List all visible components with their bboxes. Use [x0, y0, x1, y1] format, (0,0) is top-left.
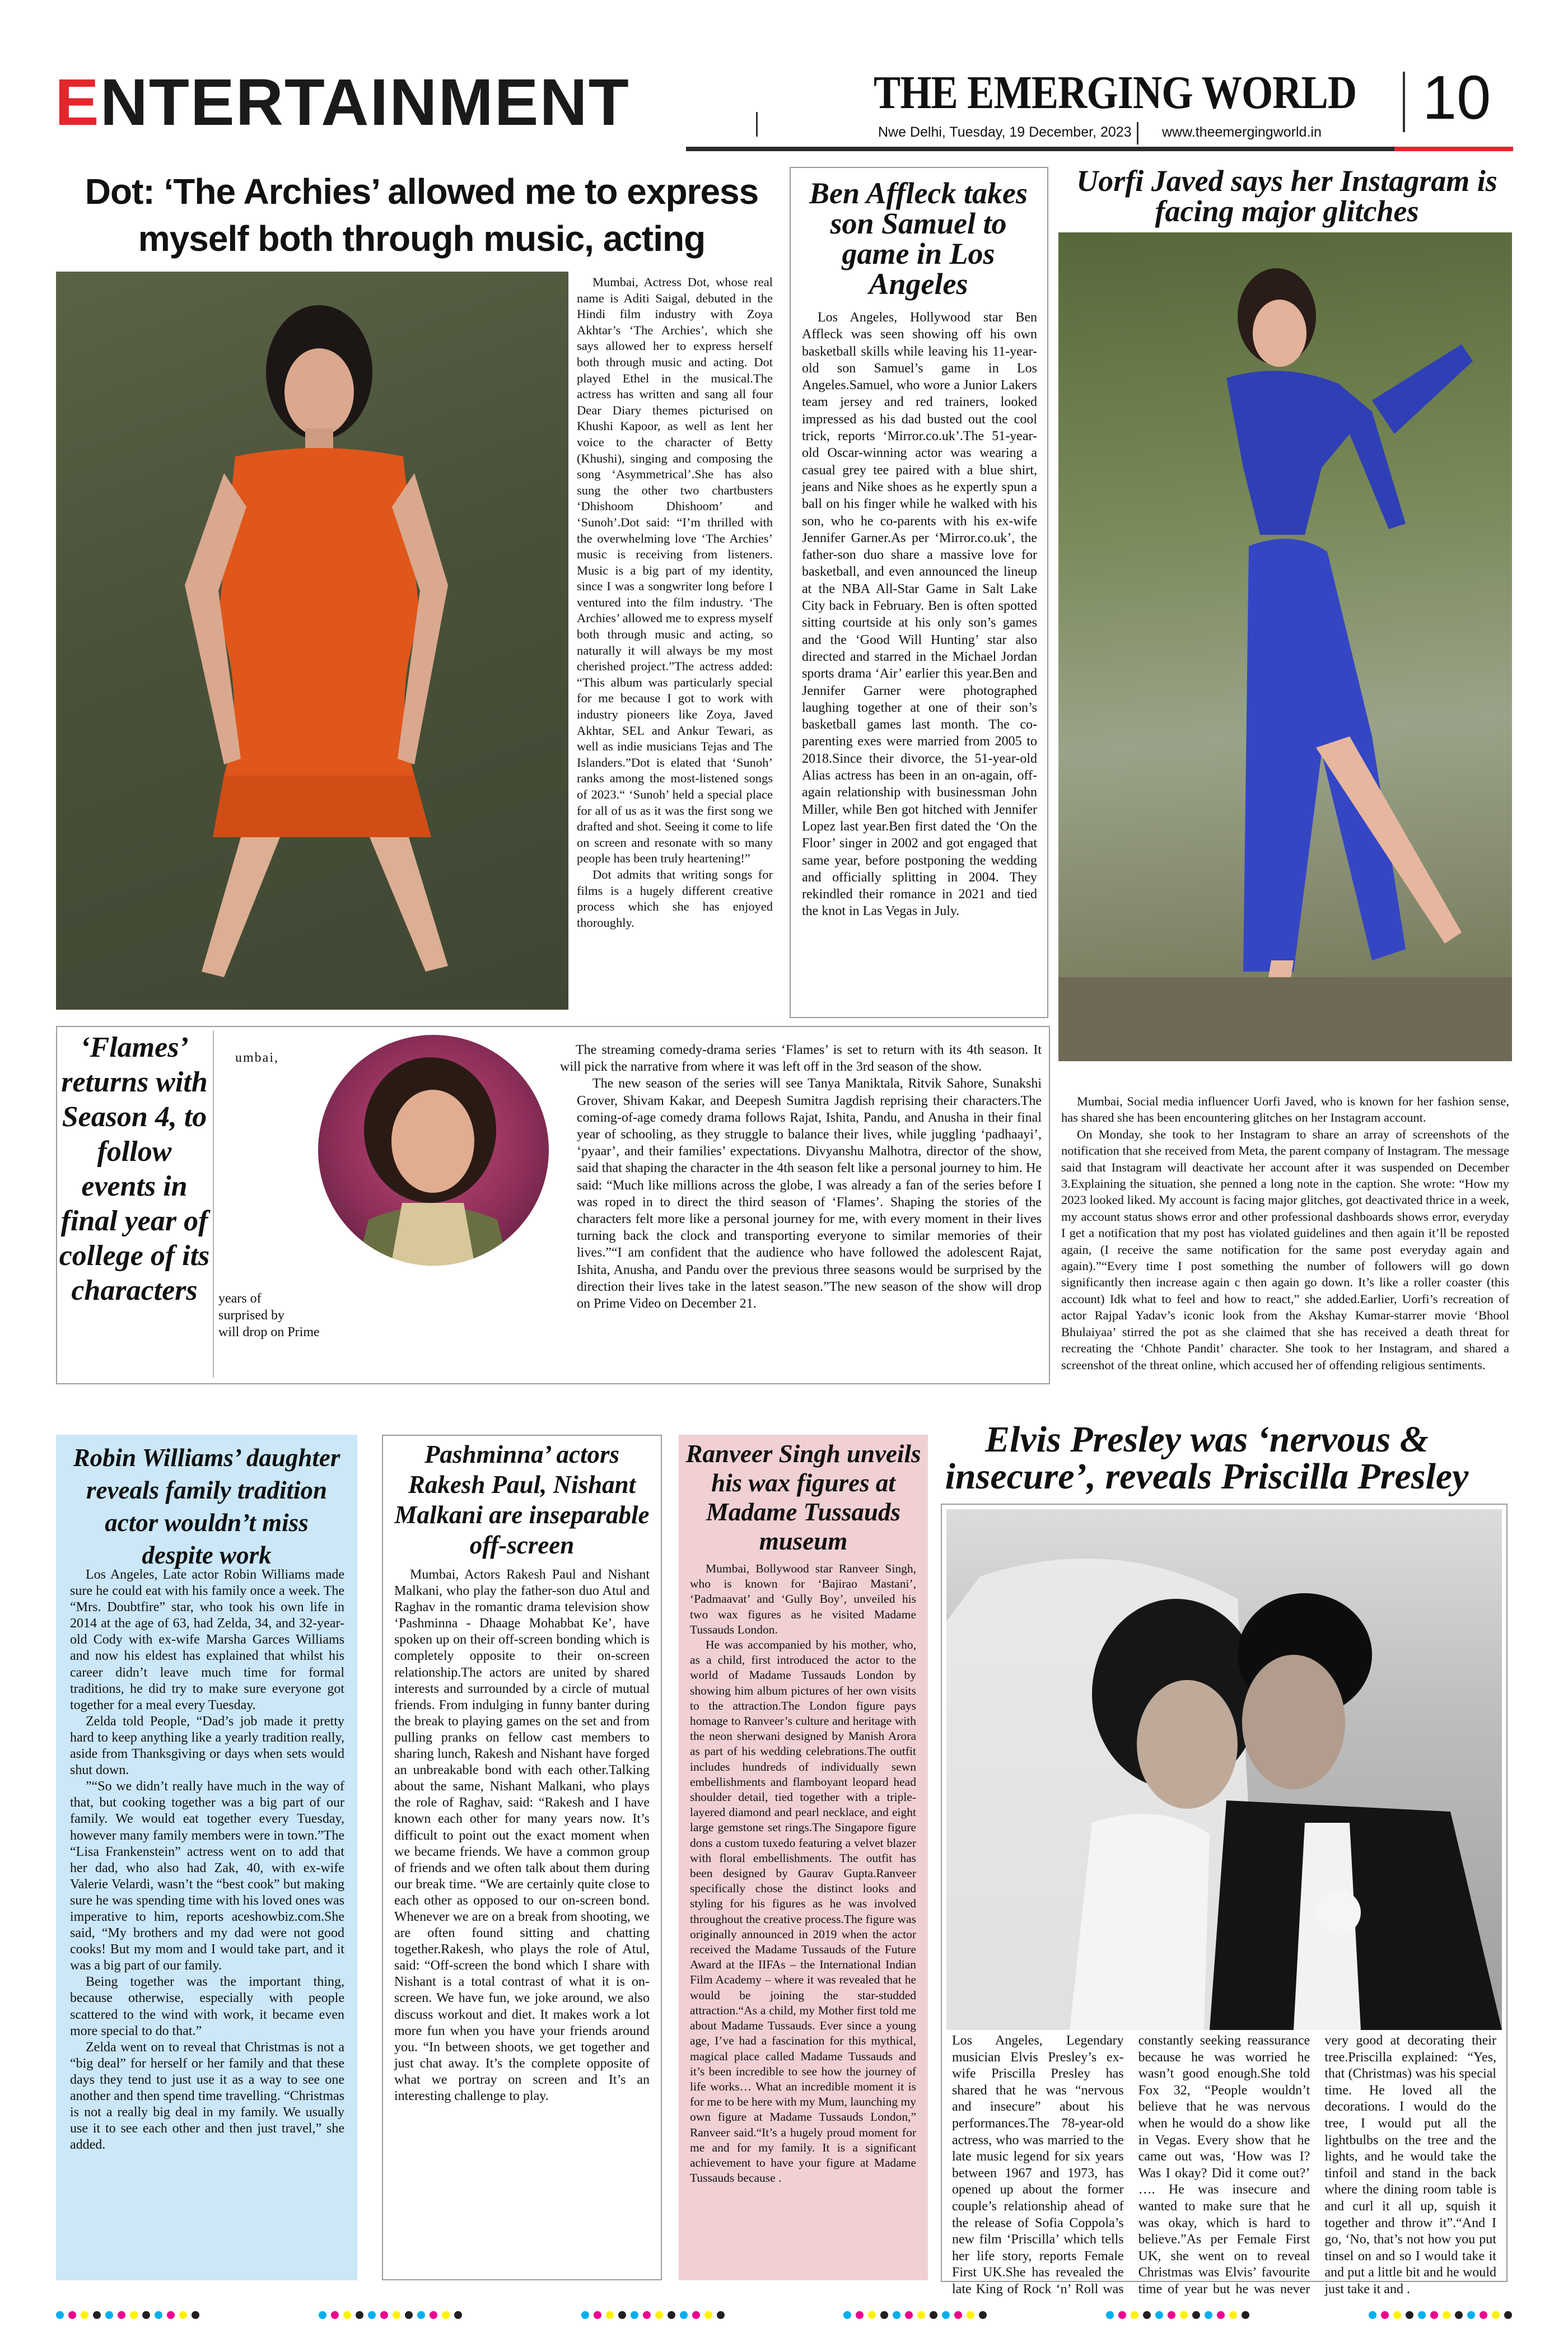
- masthead-rule-red: [1394, 147, 1513, 151]
- elvis-body: Los Angeles, Legendary musician Elvis Presley’s ex-wife Priscilla Presley has shared that he was “nervous and insecure” about his performances.The 78-year-old actress, who was married to the late music legend for six years between 1967 and 1973, has opened up about the former couple’s relationship ahead of the release of Sofia Coppola’s new film ‘Priscilla’ which tells her life story, reports Female First UK.She has revealed the late King of Rock ‘n’ Roll was constantly seeking reassurance because he was worried he wasn’t good enough.She told Fox 32, “People wouldn’t believe that he was nervous when he would do a show like in Vegas. Every show that he came out was, ‘How was I? Was I okay? Did it come out?’ …. He was insecure and wanted to make sure that he was okay, which is hard to believe.”As per Female First UK, she went on to reveal Christmas was Elvis’ favourite time of year but he was never very good at decorating their tree.Priscilla explained: “Yes, that (Christmas) was his special time. He loved all the decorations. I would do the tree, I would put all the lightbulbs on the tree and the lights, and he would take the tinfoil and stand in the back where the dining room table is and curl it all up, squish it together and throw it”.“And I go, ‘No, that’s not how you put tinsel on and so I would take it and put a little bit and he would just take it and .: [952, 2033, 1496, 2297]
- footer-dot: [692, 2311, 700, 2319]
- footer-dot: [1443, 2311, 1450, 2319]
- footer-dot: [1180, 2311, 1188, 2319]
- pashminna-headline: Pashminna’ actors Rakesh Paul, Nishant Malkani are inseparable off-screen: [394, 1440, 650, 1559]
- footer-dot: [343, 2311, 351, 2319]
- footer-dot: [1106, 2311, 1114, 2319]
- footer-dot: [417, 2311, 425, 2319]
- footer-dot: [179, 2311, 187, 2319]
- footer-dot: [631, 2311, 638, 2319]
- flames-body-paragraph-1: The streaming comedy-drama series ‘Flames’ is set to return with its 4th season. It will pick the narrative from where it was left off in the 3rd season of the show.: [560, 1043, 1042, 1075]
- masthead-rule-dark: [686, 147, 1394, 151]
- masthead: [0, 0, 1568, 157]
- footer-dot: [1131, 2311, 1138, 2319]
- ranveer-body-paragraph-2: He was accompanied by his mother, who, as a child, first introduced the actor to the world of Madame Tussauds London by showing him album pictures of her own visits to the attraction.The London figure pays homage to Ranveer’s culture and heritage with the neon sherwani designed by Manish Arora as part of his wedding celebrations.The outfit includes hundreds of individually sewn embellishments and flamboyant leopard head shoulder detail, tied together with a triple-layered diamond and pearl necklace, and eight large gemstone set rings.The Singapore figure dons a custom tuxedo featuring a velvet blazer with floral embellishments. The outfit has been designed by Gaurav Gupta.Ranveer specifically chose the distinct looks and styling for his figures as he was involved throughout the creative process.The figure was originally announced in 2019 when the actor received the Madame Tussauds of the Future Award at the IIFAs – the International Indian Film Academy – where it was revealed that he would be joining the star-studded attraction.“As a child, my Mother first told me about Madame Tussauds. Ever since a young age, I’ve had a fascination for this mythical, magical place called Madame Tussauds and it’s been incredible to see how the journey of life works… What an incredible moment it is for me to be here with my Mum, launching my own figure at Madame Tussauds London,” Ranveer said.“It’s a hugely proud moment for me and for my family. It is a significant achievement to have your figure at Madame Tussauds because .: [690, 1638, 916, 2185]
- section-title: [55, 66, 630, 139]
- footer-dot: [1492, 2311, 1500, 2319]
- footer-dot: [643, 2311, 651, 2319]
- footer-dot: [56, 2311, 64, 2319]
- footer-dot: [704, 2311, 712, 2319]
- footer-dot: [680, 2311, 688, 2319]
- footer-dot: [319, 2311, 326, 2319]
- footer-dot: [1406, 2311, 1413, 2319]
- uorfi-photo: [1058, 232, 1512, 1061]
- dot-body: [577, 274, 773, 931]
- dateline-divider: [1137, 122, 1138, 144]
- flames-stub-surprised: surprised by: [218, 1308, 284, 1323]
- robin-body-paragraph-4: Being together was the important thing, because otherwise, especially with people scattered to the wind with work, it became even more special to do that.”: [70, 1975, 344, 2038]
- uorfi-body-paragraph-2: On Monday, she took to her Instagram to share an array of screenshots of the notification that she received from Meta, the parent company of Instagram. The message said that Instagram will deactivate her account after it was suspended on December 3.Explaining the situation, she penned a long note in the caption. She wrote: “How my 2023 looked liked. My account is facing major glitches, got deactivated thrice in a week, my account status shows error and other professional dashboards shows error, everyday I get a notification that my post has violated guidelines and then again it’ll be reposted again, (I receive the same notification for the same post everyday again and again).”“Every time I post something the number of followers will go down significantly then increase again c then again go down. It’s like a roller coaster (this account) Idk what to feel and how to react,” she added.Earlier, Uorfi’s recreation of actor Rajpal Yadav’s iconic look from the Akshay Kumar-starrer movie ‘Bhool Bhulaiyaa’ stirred the pot as she claimed that she has received a death threat for recreating the ‘Chhote Pandit’ character. She took to her Instagram, and shared a screenshot of the threat online, which accused her of offending religious sentiments.: [1061, 1127, 1509, 1372]
- footer-dot: [155, 2311, 162, 2319]
- flames-body-paragraph-2: The new season of the series will see Tanya Maniktala, Ritvik Sahore, Sunakshi Grover, Shivam Kakar, and Deepesh Sumitra Jagdish reprising their characters.The coming-of-age comedy drama follows Rajat, Ishita, Pandu, and Anusha in their final year of schooling, as they struggle to balance their lives, while juggling ‘padhaayi’, ‘pyaar’, and their families’ expectations. Divyanshu Malhotra, director of the show, said that shaping the character in the 4th season felt like a personal journey to him. He said: “Much like millions across the globe, I was already a fan of the series before I was roped in to direct the third season of ‘Flames’. Shaping the stories of the characters felt more like a personal journey for me, with every moment in their lives turning back the clock and transporting everyone to similar memories of their lives.”“I am confident that the audience who have followed the adolescent Rajat, Ishita, Anusha, and Pandu over the previous three seasons would be surprised by the direction their lives take in the latest season.”The new season of the show will drop on Prime Video on December 21.: [577, 1076, 1042, 1312]
- footer-dot: [967, 2311, 974, 2319]
- flames-stub-mid: years of: [218, 1291, 262, 1306]
- footer-dot: [454, 2311, 462, 2319]
- footer-dot: [1369, 2311, 1376, 2319]
- footer-dot: [594, 2311, 601, 2319]
- section-title-rest: NTERTAINMENT: [100, 66, 630, 139]
- footer-dot: [606, 2311, 614, 2319]
- footer-dot: [1418, 2311, 1426, 2319]
- footer-dot: [1217, 2311, 1225, 2319]
- footer-dot: [430, 2311, 437, 2319]
- footer-dot-group: [1106, 2311, 1249, 2320]
- uorfi-body: [1061, 1093, 1509, 1373]
- footer-dot: [130, 2311, 138, 2319]
- robin-body-paragraph-5: Zelda went on to reveal that Christmas is not a “big deal” for herself or her family and that these days they tend to just use it as a way to see one another and then spend time travelling. “Christmas is not a really big deal in my family. We usually use it to see each other and then just travel,” she added.: [70, 2040, 344, 2153]
- robin-body: [70, 1567, 344, 2153]
- footer-dot: [581, 2311, 589, 2319]
- footer-dot: [917, 2311, 925, 2319]
- footer-dot: [405, 2311, 413, 2319]
- flames-headline-divider: [213, 1030, 214, 1378]
- footer-dot: [393, 2311, 400, 2319]
- footer-dot: [1242, 2311, 1249, 2319]
- footer-dot: [1430, 2311, 1438, 2319]
- page-number-divider: [1403, 72, 1405, 132]
- footer-dot: [442, 2311, 450, 2319]
- footer-dot: [1467, 2311, 1475, 2319]
- footer-dot: [1504, 2311, 1512, 2319]
- ben-body: Los Angeles, Hollywood star Ben Affleck was seen showing off his own basketball skills while leaving his 11-year-old son Samuel’s game in Los Angeles.Samuel, who wore a Junior Lakers team jersey and red trainers, looked impressed as his dad busted out the cool trick, reports ‘Mirror.co.uk’.The 51-year-old Oscar-winning actor was wearing a casual grey tee paired with a blue shirt, jeans and Nike shoes as he expertly spun a ball on his finger while he walked with his son, who he co-parents with his ex-wife Jennifer Garner.As per ‘Mirror.co.uk’, the father-son duo share a massive love for basketball, and even announced the lineup at the NBA All-Star Game in Salt Lake City back in February. Ben is often spotted sitting courtside at his only son’s games and the ‘Good Will Hunting’ star also directed and starred in the Michael Jordan sports drama ‘Air’ earlier this year.Ben and Jennifer Garner were photographed laughing together at one of their son’s basketball games last month. The co-parenting exes were married from 2005 to 2018.Since their divorce, the 51-year-old Alias actress has been in an on-again, off-again relationship with businessman John Miller, while Ben got hitched with Jennifer Lopez last year.Ben first dated the ‘On the Floor’ singer in 2002 and got engaged that same year, before postponing the wedding and officially splitting in 2004. They rekindled their romance in 2021 and tied the knot in Las Vegas in July.: [802, 310, 1037, 919]
- footer-dot: [843, 2311, 851, 2319]
- pashminna-body: Mumbai, Actors Rakesh Paul and Nishant Malkani, who play the father-son duo Atul and Raghav in the romantic drama television show ‘Pashminna - Dhaage Mohabbat Ke’, have spoken up on their off-screen bonding which is completely opposite to their on-screen relationship.The actors are united by shared interests and surrounded by a circle of mutual friends. From indulging in funny banter during the break to playing games on the set and from pulling pranks on fellow cast members to sharing lunch, Rakesh and Nishant have forged an unbreakable bond with each other.Talking about the same, Nishant Malkani, who plays the role of Raghav, said: “Rakesh and I have known each other for many years now. It’s difficult to point out the exact moment when we became friends. We have a common group of friends and we often talk about them during our break time. “We are certainly quite close to each other as opposed to our on-screen bond. Whenever we are on a break from shooting, we are often found sitting and chatting together.Rakesh, who plays the role of Atul, said: “Off-screen the bond which I share with Nishant is a total contrast of what it is on-screen. We have fun, we joke around, we also discuss workout and diet. It makes work a lot more fun when you have your friends around you. “In between shoots, we get together and just chat away. It’s the complete opposite of what we portray on screen and It’s an interesting challenge to play.: [394, 1567, 650, 2103]
- footer-dot: [954, 2311, 962, 2319]
- footer-dot: [93, 2311, 101, 2319]
- footer-dot: [668, 2311, 675, 2319]
- footer-dot: [1229, 2311, 1237, 2319]
- footer-dot: [356, 2311, 363, 2319]
- robin-headline: Robin Williams’ daughter reveals family tradition actor wouldn’t miss despite work: [73, 1444, 340, 1569]
- footer-dot: [1381, 2311, 1389, 2319]
- robin-body-paragraph-1: Los Angeles, Late actor Robin Williams made sure he could eat with his family once a week. The “Mrs. Doubtfire” star, who took his own life in 2014 at the age of 63, had Zelda, 34, and 32-year-old Cody with ex-wife Marsha Garces Williams and now his eldest has explained that whilst his career didn’t leave much time for formal traditions, he did try to make sure everyone got together for a meal every Tuesday.: [70, 1567, 344, 1712]
- dot-headline: Dot: ‘The Archies’ allowed me to express myself both through music, acting: [85, 171, 759, 259]
- footer-dot: [856, 2311, 864, 2319]
- footer-dot: [331, 2311, 339, 2319]
- footer-dot: [1143, 2311, 1151, 2319]
- uorfi-headline: Uorfi Javed says her Instagram is facing major glitches: [1076, 164, 1497, 228]
- footer-dot: [717, 2311, 725, 2319]
- footer-dot: [105, 2311, 113, 2319]
- footer-dot: [1168, 2311, 1175, 2319]
- footer-dot-group: [1369, 2311, 1512, 2320]
- footer-dot: [68, 2311, 76, 2319]
- ranveer-headline: Ranveer Singh unveils his wax figures at Madame Tussauds museum: [685, 1440, 921, 1555]
- footer-dot: [167, 2311, 175, 2319]
- page-number: 10: [1422, 63, 1491, 132]
- footer-dot: [655, 2311, 663, 2319]
- footer-dot: [1480, 2311, 1487, 2319]
- footer-dot-group: [581, 2311, 725, 2320]
- footer-dot: [142, 2311, 150, 2319]
- footer-dot: [81, 2311, 88, 2319]
- footer-dot: [942, 2311, 950, 2319]
- elvis-headline: Elvis Presley was ‘nervous & insecure’, reveals Priscilla Presley: [945, 1419, 1469, 1497]
- footer-dot: [192, 2311, 199, 2319]
- robin-body-paragraph-3: ”“So we didn’t really have much in the way of that, but cooking together was a big part of our family. We would eat together every Tuesday, however many family members were in town.”The “Lisa Frankenstein” actress went on to add that her dad, who also had Zak, 40, with ex-wife Valerie Velardi, wasn’t the “best cook” but making sure he was spending time with his loved ones was imperative to him, reports aceshowbiz.com.She said, “My brothers and my dad were not good cooks! But my mom and I would take part, and it was a big part of our family.: [70, 1779, 344, 1973]
- uorfi-figure-illustration: [1058, 232, 1512, 1061]
- dot-photo: [56, 272, 568, 1010]
- footer-dot: [905, 2311, 913, 2319]
- footer-dots: [56, 2311, 1512, 2320]
- ranveer-body: [690, 1561, 916, 2186]
- website: www.theemergingworld.in: [1162, 124, 1322, 140]
- uorfi-body-paragraph-1: Mumbai, Social media influencer Uorfi Javed, who is known for her fashion sense, has shared she has been encountering glitches on her Instagram account.: [1061, 1094, 1509, 1125]
- footer-dot-group: [56, 2311, 199, 2320]
- section-title-divider: [756, 112, 758, 137]
- footer-dot: [880, 2311, 888, 2319]
- ranveer-body-paragraph-1: Mumbai, Bollywood star Ranveer Singh, who is known for ‘Bajirao Mastani’, ‘Padmaavat’ and ‘Gully Boy’, unveiled his two wax figures as he visited Madame Tussauds London.: [690, 1562, 916, 1636]
- footer-dot: [1118, 2311, 1126, 2319]
- footer-dot: [1393, 2311, 1401, 2319]
- flames-stub-top: umbai,: [235, 1051, 279, 1065]
- footer-dot: [979, 2311, 987, 2319]
- dot-figure-illustration: [56, 272, 568, 1010]
- elvis-photo: [946, 1509, 1502, 2030]
- robin-body-paragraph-2: Zelda told People, “Dad’s job made it pretty hard to keep anything like a yearly tradition really, aside from Thanksgiving or days when sets would shut down.: [70, 1714, 344, 1778]
- elvis-couple-illustration: [946, 1509, 1502, 2030]
- flames-headline: ‘Flames’ returns with Season 4, to follow events in final year of college of its characters: [59, 1032, 210, 1306]
- footer-dot: [1192, 2311, 1200, 2319]
- dot-body-paragraph-1: Mumbai, Actress Dot, whose real name is Aditi Saigal, debuted in the Hindi film industry with Zoya Akhtar’s ‘The Archies’, which she says allowed her to express herself both through music and acting. Dot played Ethel in the musical.The actress has written and sang all four Dear Diary themes picturised on Khushi Kapoor, as well as lent her voice to the character of Betty (Khushi), singing and composing the song ‘Asymmetrical’.She has also sung the other two chartbusters ‘Dhishoom Dhishoom’ and ‘Sunoh’.Dot said: “I’m thrilled with the overwhelming love ‘The Archies’ music is receiving from listeners. Music is a big part of my identity, since I was a songwriter long before I ventured into the film industry. ‘The Archies’ allowed me to express myself both through music and acting, so naturally it will always be my most cherished project.”The actress added: “This album was particularly special for me because I got to work with industry pioneers like Zoya, Javed Akhtar, SEL and Ankur Tewari, as well as indie musicians Tejas and The Islanders.”Dot is elated that ‘Sunoh’ ranks among the most-listened songs of 2023.“ ‘Sunoh’ held a special place for all of us as it was the first song we drafted and shot. Seeing it come to life on screen and resonate with so many people has been truly heartening!”: [577, 275, 773, 866]
- footer-dot: [893, 2311, 900, 2319]
- footer-dot: [380, 2311, 388, 2319]
- paper-name: THE EMERGING WORLD: [874, 67, 1357, 119]
- ben-headline: Ben Affleck takes son Samuel to game in Los Angeles: [809, 176, 1028, 301]
- footer-dot: [1155, 2311, 1163, 2319]
- footer-dot: [618, 2311, 626, 2319]
- footer-dot: [930, 2311, 937, 2319]
- footer-dot-group: [319, 2311, 462, 2320]
- footer-dot: [1455, 2311, 1463, 2319]
- flames-body: [493, 1042, 1042, 1312]
- dateline: Nwe Delhi, Tuesday, 19 December, 2023: [878, 124, 1132, 140]
- dot-body-paragraph-2: Dot admits that writing songs for films is a hugely different creative process which she has enjoyed thoroughly.: [577, 867, 773, 930]
- flames-stub-prime: will drop on Prime: [218, 1325, 320, 1340]
- footer-dot: [368, 2311, 376, 2319]
- footer-dot: [118, 2311, 125, 2319]
- footer-dot-group: [843, 2311, 987, 2320]
- footer-dot: [868, 2311, 876, 2319]
- section-title-first-letter: E: [55, 66, 100, 139]
- footer-dot: [1205, 2311, 1212, 2319]
